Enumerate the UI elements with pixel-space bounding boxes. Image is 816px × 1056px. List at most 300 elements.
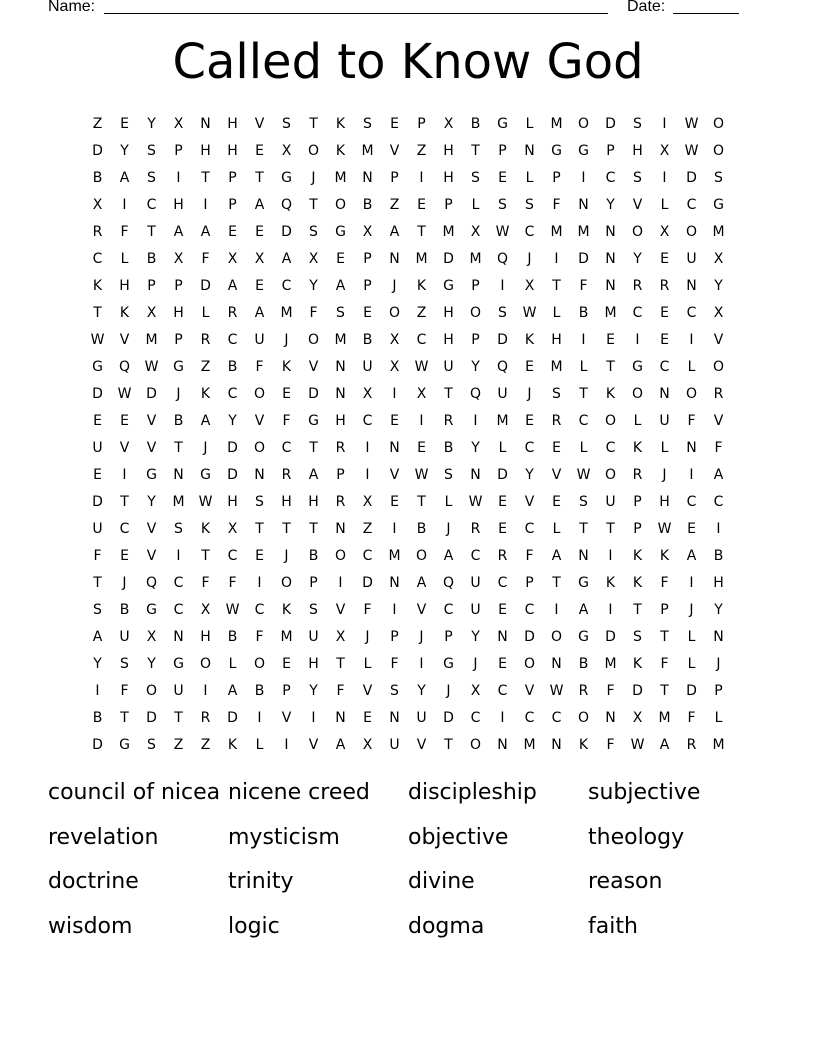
- grid-letter[interactable]: O: [307, 143, 320, 159]
- grid-letter[interactable]: D: [443, 251, 454, 267]
- grid-letter[interactable]: V: [308, 359, 319, 375]
- grid-letter[interactable]: Z: [200, 359, 211, 375]
- grid-letter[interactable]: I: [689, 467, 694, 483]
- grid-letter[interactable]: G: [335, 224, 346, 240]
- grid-letter[interactable]: N: [200, 116, 211, 132]
- grid-letter[interactable]: G: [146, 602, 157, 618]
- grid-letter[interactable]: F: [579, 278, 588, 294]
- grid-letter[interactable]: T: [552, 278, 561, 294]
- grid-letter[interactable]: W: [225, 602, 240, 618]
- grid-letter[interactable]: W: [657, 521, 672, 537]
- grid-letter[interactable]: Q: [496, 359, 509, 375]
- grid-letter[interactable]: S: [147, 170, 156, 186]
- grid-letter[interactable]: E: [363, 710, 372, 726]
- grid-letter[interactable]: N: [389, 710, 400, 726]
- grid-letter[interactable]: G: [119, 737, 130, 753]
- grid-letter[interactable]: S: [579, 494, 588, 510]
- grid-letter[interactable]: P: [444, 629, 453, 645]
- grid-letter[interactable]: Z: [200, 737, 211, 753]
- grid-letter[interactable]: I: [392, 602, 397, 618]
- grid-letter[interactable]: F: [687, 710, 696, 726]
- grid-letter[interactable]: F: [552, 197, 561, 213]
- grid-letter[interactable]: J: [662, 467, 667, 483]
- grid-letter[interactable]: R: [443, 413, 454, 429]
- grid-letter[interactable]: P: [390, 629, 399, 645]
- grid-letter[interactable]: E: [390, 494, 399, 510]
- grid-letter[interactable]: J: [527, 386, 532, 402]
- grid-letter[interactable]: X: [362, 737, 373, 753]
- grid-letter[interactable]: N: [686, 278, 697, 294]
- grid-letter[interactable]: Q: [469, 386, 482, 402]
- grid-letter[interactable]: Y: [147, 116, 156, 132]
- grid-letter[interactable]: K: [335, 116, 346, 132]
- grid-letter[interactable]: N: [335, 521, 346, 537]
- grid-letter[interactable]: U: [416, 710, 427, 726]
- grid-letter[interactable]: O: [280, 575, 293, 591]
- grid-letter[interactable]: P: [633, 521, 642, 537]
- grid-letter[interactable]: M: [469, 251, 482, 267]
- grid-letter[interactable]: E: [660, 332, 669, 348]
- grid-letter[interactable]: C: [578, 413, 589, 429]
- grid-letter[interactable]: V: [254, 413, 265, 429]
- grid-letter[interactable]: S: [309, 602, 318, 618]
- grid-letter[interactable]: W: [144, 359, 159, 375]
- grid-letter[interactable]: F: [282, 413, 291, 429]
- grid-letter[interactable]: X: [281, 143, 292, 159]
- grid-letter[interactable]: S: [336, 305, 345, 321]
- grid-letter[interactable]: M: [604, 656, 617, 672]
- grid-letter[interactable]: F: [606, 737, 615, 753]
- grid-letter[interactable]: T: [93, 305, 102, 321]
- grid-letter[interactable]: Y: [471, 440, 480, 456]
- grid-letter[interactable]: L: [552, 521, 561, 537]
- grid-letter[interactable]: J: [446, 683, 451, 699]
- grid-letter[interactable]: K: [605, 575, 616, 591]
- grid-letter[interactable]: A: [713, 467, 724, 483]
- grid-letter[interactable]: R: [632, 278, 643, 294]
- grid-letter[interactable]: M: [145, 332, 158, 348]
- grid-letter[interactable]: D: [686, 683, 697, 699]
- grid-letter[interactable]: I: [662, 170, 667, 186]
- grid-letter[interactable]: D: [146, 710, 157, 726]
- grid-letter[interactable]: G: [497, 116, 508, 132]
- grid-letter[interactable]: C: [92, 251, 103, 267]
- grid-letter[interactable]: U: [686, 251, 697, 267]
- grid-letter[interactable]: X: [146, 305, 157, 321]
- grid-letter[interactable]: I: [716, 521, 721, 537]
- grid-letter[interactable]: I: [365, 440, 370, 456]
- grid-letter[interactable]: X: [254, 251, 265, 267]
- grid-letter[interactable]: H: [632, 143, 643, 159]
- grid-letter[interactable]: Z: [416, 143, 427, 159]
- grid-letter[interactable]: N: [713, 629, 724, 645]
- grid-letter[interactable]: P: [417, 116, 426, 132]
- grid-letter[interactable]: A: [416, 575, 427, 591]
- grid-letter[interactable]: C: [119, 521, 130, 537]
- grid-letter[interactable]: N: [551, 656, 562, 672]
- grid-letter[interactable]: A: [173, 224, 184, 240]
- grid-letter[interactable]: T: [255, 521, 264, 537]
- grid-letter[interactable]: M: [577, 224, 590, 240]
- grid-letter[interactable]: G: [146, 467, 157, 483]
- grid-letter[interactable]: A: [308, 467, 319, 483]
- grid-letter[interactable]: F: [201, 575, 210, 591]
- grid-letter[interactable]: R: [200, 710, 211, 726]
- grid-letter[interactable]: T: [309, 521, 318, 537]
- grid-letter[interactable]: L: [363, 656, 372, 672]
- grid-letter[interactable]: D: [497, 332, 508, 348]
- grid-letter[interactable]: L: [687, 629, 696, 645]
- grid-letter[interactable]: C: [470, 548, 481, 564]
- grid-letter[interactable]: D: [497, 467, 508, 483]
- grid-letter[interactable]: T: [606, 521, 615, 537]
- grid-letter[interactable]: I: [203, 197, 208, 213]
- grid-letter[interactable]: O: [145, 683, 158, 699]
- grid-letter[interactable]: C: [497, 683, 508, 699]
- grid-letter[interactable]: A: [227, 278, 238, 294]
- grid-letter[interactable]: H: [281, 494, 292, 510]
- grid-letter[interactable]: V: [146, 440, 157, 456]
- grid-letter[interactable]: O: [253, 386, 266, 402]
- grid-letter[interactable]: S: [633, 629, 642, 645]
- grid-letter[interactable]: U: [92, 440, 103, 456]
- grid-letter[interactable]: U: [497, 386, 508, 402]
- grid-letter[interactable]: V: [146, 521, 157, 537]
- grid-letter[interactable]: T: [471, 143, 480, 159]
- grid-letter[interactable]: O: [307, 332, 320, 348]
- grid-letter[interactable]: C: [524, 224, 535, 240]
- grid-letter[interactable]: V: [254, 116, 265, 132]
- grid-letter[interactable]: T: [174, 440, 183, 456]
- grid-letter[interactable]: Y: [417, 683, 426, 699]
- grid-letter[interactable]: D: [92, 386, 103, 402]
- grid-letter[interactable]: I: [473, 413, 478, 429]
- grid-letter[interactable]: O: [712, 116, 725, 132]
- grid-letter[interactable]: O: [712, 143, 725, 159]
- grid-letter[interactable]: I: [392, 386, 397, 402]
- grid-letter[interactable]: M: [523, 737, 536, 753]
- grid-letter[interactable]: T: [606, 359, 615, 375]
- grid-letter[interactable]: E: [525, 359, 534, 375]
- grid-letter[interactable]: W: [90, 332, 105, 348]
- grid-letter[interactable]: I: [608, 602, 613, 618]
- grid-letter[interactable]: T: [660, 683, 669, 699]
- grid-letter[interactable]: E: [660, 251, 669, 267]
- grid-letter[interactable]: U: [92, 521, 103, 537]
- grid-letter[interactable]: F: [228, 575, 237, 591]
- grid-letter[interactable]: X: [524, 278, 535, 294]
- grid-letter[interactable]: J: [122, 575, 127, 591]
- grid-letter[interactable]: I: [419, 413, 424, 429]
- grid-letter[interactable]: P: [606, 143, 615, 159]
- grid-letter[interactable]: T: [309, 116, 318, 132]
- grid-letter[interactable]: M: [361, 143, 374, 159]
- grid-letter[interactable]: X: [146, 629, 157, 645]
- grid-letter[interactable]: V: [308, 737, 319, 753]
- grid-letter[interactable]: C: [470, 710, 481, 726]
- grid-letter[interactable]: U: [308, 629, 319, 645]
- grid-letter[interactable]: X: [200, 602, 211, 618]
- grid-letter[interactable]: U: [119, 629, 130, 645]
- grid-letter[interactable]: C: [362, 413, 373, 429]
- grid-letter[interactable]: T: [174, 710, 183, 726]
- grid-letter[interactable]: B: [254, 683, 265, 699]
- grid-letter[interactable]: M: [280, 305, 293, 321]
- grid-letter[interactable]: I: [95, 683, 100, 699]
- grid-letter[interactable]: K: [92, 278, 103, 294]
- grid-letter[interactable]: I: [689, 575, 694, 591]
- grid-letter[interactable]: P: [633, 494, 642, 510]
- grid-letter[interactable]: I: [203, 683, 208, 699]
- grid-letter[interactable]: O: [334, 197, 347, 213]
- grid-letter[interactable]: H: [443, 170, 454, 186]
- grid-letter[interactable]: V: [551, 467, 562, 483]
- grid-letter[interactable]: Y: [471, 359, 480, 375]
- grid-letter[interactable]: O: [199, 656, 212, 672]
- grid-letter[interactable]: Z: [416, 305, 427, 321]
- grid-letter[interactable]: E: [282, 656, 291, 672]
- grid-letter[interactable]: D: [146, 386, 157, 402]
- grid-letter[interactable]: I: [554, 602, 559, 618]
- grid-letter[interactable]: O: [550, 629, 563, 645]
- grid-letter[interactable]: Y: [93, 656, 102, 672]
- grid-letter[interactable]: O: [604, 467, 617, 483]
- grid-letter[interactable]: H: [227, 143, 238, 159]
- grid-letter[interactable]: X: [713, 305, 724, 321]
- grid-letter[interactable]: F: [120, 224, 129, 240]
- grid-letter[interactable]: X: [713, 251, 724, 267]
- grid-letter[interactable]: Y: [120, 143, 129, 159]
- grid-letter[interactable]: N: [524, 143, 535, 159]
- grid-letter[interactable]: V: [362, 683, 373, 699]
- grid-letter[interactable]: C: [659, 359, 670, 375]
- grid-letter[interactable]: J: [527, 251, 532, 267]
- grid-letter[interactable]: F: [525, 548, 534, 564]
- grid-letter[interactable]: B: [173, 413, 184, 429]
- grid-letter[interactable]: I: [338, 575, 343, 591]
- grid-letter[interactable]: O: [685, 224, 698, 240]
- grid-letter[interactable]: C: [605, 170, 616, 186]
- grid-letter[interactable]: O: [712, 359, 725, 375]
- grid-letter[interactable]: O: [469, 305, 482, 321]
- grid-letter[interactable]: U: [362, 359, 373, 375]
- grid-letter[interactable]: N: [497, 737, 508, 753]
- grid-letter[interactable]: W: [684, 143, 699, 159]
- grid-letter[interactable]: J: [392, 278, 397, 294]
- grid-letter[interactable]: C: [146, 197, 157, 213]
- grid-letter[interactable]: W: [117, 386, 132, 402]
- grid-letter[interactable]: K: [632, 575, 643, 591]
- grid-letter[interactable]: R: [227, 305, 238, 321]
- grid-letter[interactable]: E: [93, 413, 102, 429]
- grid-letter[interactable]: Y: [714, 278, 723, 294]
- grid-letter[interactable]: I: [581, 332, 586, 348]
- grid-letter[interactable]: M: [388, 548, 401, 564]
- grid-letter[interactable]: H: [227, 494, 238, 510]
- grid-letter[interactable]: X: [227, 251, 238, 267]
- grid-letter[interactable]: K: [281, 602, 292, 618]
- grid-letter[interactable]: W: [630, 737, 645, 753]
- grid-letter[interactable]: N: [362, 170, 373, 186]
- grid-letter[interactable]: G: [92, 359, 103, 375]
- grid-letter[interactable]: K: [200, 386, 211, 402]
- grid-letter[interactable]: C: [281, 278, 292, 294]
- grid-letter[interactable]: J: [311, 170, 316, 186]
- grid-letter[interactable]: G: [443, 278, 454, 294]
- grid-letter[interactable]: C: [497, 575, 508, 591]
- grid-letter[interactable]: W: [495, 224, 510, 240]
- grid-letter[interactable]: G: [200, 467, 211, 483]
- grid-letter[interactable]: I: [176, 548, 181, 564]
- grid-letter[interactable]: S: [444, 467, 453, 483]
- grid-letter[interactable]: S: [147, 143, 156, 159]
- grid-letter[interactable]: L: [255, 737, 264, 753]
- grid-letter[interactable]: F: [336, 683, 345, 699]
- grid-letter[interactable]: C: [524, 602, 535, 618]
- grid-letter[interactable]: D: [362, 575, 373, 591]
- grid-letter[interactable]: W: [576, 467, 591, 483]
- grid-letter[interactable]: H: [335, 413, 346, 429]
- grid-letter[interactable]: P: [174, 143, 183, 159]
- grid-letter[interactable]: D: [632, 683, 643, 699]
- grid-letter[interactable]: L: [228, 656, 237, 672]
- grid-letter[interactable]: I: [311, 710, 316, 726]
- grid-letter[interactable]: I: [122, 467, 127, 483]
- grid-letter[interactable]: F: [309, 305, 318, 321]
- grid-letter[interactable]: G: [713, 197, 724, 213]
- grid-letter[interactable]: V: [119, 332, 130, 348]
- grid-letter[interactable]: Y: [147, 656, 156, 672]
- grid-letter[interactable]: D: [200, 278, 211, 294]
- grid-letter[interactable]: G: [578, 629, 589, 645]
- grid-letter[interactable]: P: [714, 683, 723, 699]
- grid-letter[interactable]: J: [176, 386, 181, 402]
- grid-letter[interactable]: X: [389, 359, 400, 375]
- grid-letter[interactable]: Y: [633, 251, 642, 267]
- grid-letter[interactable]: Z: [362, 521, 373, 537]
- grid-letter[interactable]: H: [200, 629, 211, 645]
- grid-letter[interactable]: N: [173, 629, 184, 645]
- grid-letter[interactable]: Y: [525, 467, 534, 483]
- grid-letter[interactable]: H: [227, 116, 238, 132]
- grid-letter[interactable]: T: [201, 548, 210, 564]
- grid-letter[interactable]: E: [606, 332, 615, 348]
- grid-letter[interactable]: L: [552, 305, 561, 321]
- grid-letter[interactable]: M: [712, 737, 725, 753]
- grid-letter[interactable]: I: [365, 467, 370, 483]
- grid-letter[interactable]: O: [523, 656, 536, 672]
- grid-letter[interactable]: E: [552, 440, 561, 456]
- grid-letter[interactable]: H: [443, 305, 454, 321]
- grid-letter[interactable]: E: [417, 197, 426, 213]
- grid-letter[interactable]: A: [578, 602, 589, 618]
- grid-letter[interactable]: T: [444, 737, 453, 753]
- grid-letter[interactable]: S: [498, 197, 507, 213]
- grid-letter[interactable]: R: [632, 467, 643, 483]
- grid-letter[interactable]: V: [119, 440, 130, 456]
- grid-letter[interactable]: A: [254, 197, 265, 213]
- grid-letter[interactable]: E: [498, 656, 507, 672]
- grid-letter[interactable]: E: [363, 305, 372, 321]
- grid-letter[interactable]: O: [685, 386, 698, 402]
- grid-letter[interactable]: E: [120, 548, 129, 564]
- grid-letter[interactable]: I: [662, 116, 667, 132]
- grid-letter[interactable]: D: [281, 224, 292, 240]
- grid-letter[interactable]: R: [713, 386, 724, 402]
- grid-letter[interactable]: H: [308, 656, 319, 672]
- grid-letter[interactable]: C: [551, 710, 562, 726]
- grid-letter[interactable]: L: [525, 116, 534, 132]
- grid-letter[interactable]: J: [284, 332, 289, 348]
- grid-letter[interactable]: W: [414, 359, 429, 375]
- grid-letter[interactable]: D: [92, 143, 103, 159]
- grid-letter[interactable]: E: [228, 224, 237, 240]
- grid-letter[interactable]: K: [659, 548, 670, 564]
- grid-letter[interactable]: C: [524, 710, 535, 726]
- grid-letter[interactable]: C: [686, 197, 697, 213]
- grid-letter[interactable]: R: [335, 494, 346, 510]
- grid-letter[interactable]: P: [444, 197, 453, 213]
- grid-letter[interactable]: I: [122, 197, 127, 213]
- grid-letter[interactable]: T: [147, 224, 156, 240]
- grid-letter[interactable]: N: [578, 197, 589, 213]
- grid-letter[interactable]: X: [335, 629, 346, 645]
- grid-letter[interactable]: T: [444, 386, 453, 402]
- grid-letter[interactable]: M: [496, 413, 509, 429]
- grid-letter[interactable]: P: [660, 602, 669, 618]
- grid-letter[interactable]: N: [335, 710, 346, 726]
- grid-letter[interactable]: Y: [309, 683, 318, 699]
- grid-letter[interactable]: O: [253, 440, 266, 456]
- grid-letter[interactable]: A: [335, 278, 346, 294]
- grid-letter[interactable]: N: [335, 386, 346, 402]
- grid-letter[interactable]: E: [498, 521, 507, 537]
- grid-letter[interactable]: Z: [92, 116, 103, 132]
- grid-letter[interactable]: P: [552, 170, 561, 186]
- grid-letter[interactable]: X: [173, 116, 184, 132]
- grid-letter[interactable]: M: [172, 494, 185, 510]
- grid-letter[interactable]: C: [686, 494, 697, 510]
- grid-letter[interactable]: T: [282, 521, 291, 537]
- grid-letter[interactable]: E: [120, 116, 129, 132]
- grid-letter[interactable]: L: [687, 359, 696, 375]
- grid-letter[interactable]: H: [173, 305, 184, 321]
- grid-letter[interactable]: O: [253, 656, 266, 672]
- grid-letter[interactable]: L: [120, 251, 129, 267]
- grid-letter[interactable]: K: [335, 143, 346, 159]
- grid-letter[interactable]: J: [365, 629, 370, 645]
- grid-letter[interactable]: V: [416, 602, 427, 618]
- grid-letter[interactable]: S: [363, 116, 372, 132]
- grid-letter[interactable]: E: [687, 521, 696, 537]
- grid-letter[interactable]: R: [686, 737, 697, 753]
- grid-letter[interactable]: S: [633, 170, 642, 186]
- grid-letter[interactable]: G: [443, 656, 454, 672]
- grid-letter[interactable]: V: [281, 710, 292, 726]
- grid-letter[interactable]: O: [415, 548, 428, 564]
- grid-letter[interactable]: A: [335, 737, 346, 753]
- name-blank-line[interactable]: [104, 13, 608, 14]
- grid-letter[interactable]: P: [174, 278, 183, 294]
- grid-letter[interactable]: C: [173, 575, 184, 591]
- grid-letter[interactable]: B: [416, 521, 427, 537]
- grid-letter[interactable]: B: [146, 251, 157, 267]
- grid-letter[interactable]: G: [173, 359, 184, 375]
- grid-letter[interactable]: L: [201, 305, 210, 321]
- grid-letter[interactable]: K: [632, 656, 643, 672]
- grid-letter[interactable]: C: [524, 521, 535, 537]
- grid-letter[interactable]: Q: [496, 251, 509, 267]
